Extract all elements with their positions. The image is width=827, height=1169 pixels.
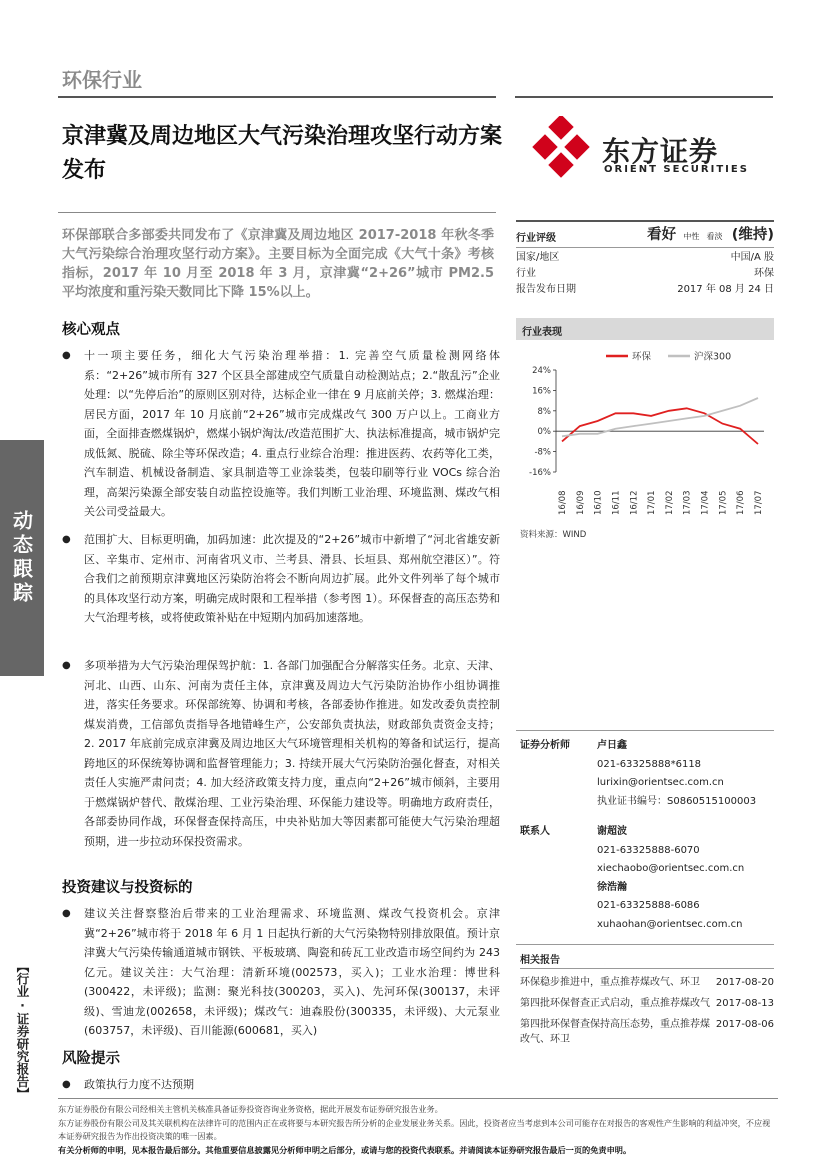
x-tick-label: 16/10 bbox=[593, 490, 604, 515]
analyst-phone: 021-63325888*6118 bbox=[597, 758, 702, 770]
divider bbox=[58, 212, 496, 213]
y-tick-label: 0% bbox=[537, 427, 551, 438]
list-item: ● 政策执行力度不达预期 bbox=[60, 1075, 500, 1095]
x-tick-label: 16/08 bbox=[558, 490, 568, 515]
analyst-label: 证券分析师 bbox=[520, 740, 570, 751]
invest-bullets bbox=[60, 904, 500, 1041]
contact-email[interactable]: xiechaobo@orientsec.com.cn bbox=[597, 863, 745, 874]
x-tick-label: 17/01 bbox=[647, 490, 658, 515]
x-tick-label: 17/05 bbox=[718, 490, 729, 515]
rating-keep: (维持) bbox=[731, 227, 774, 243]
info-row: 行业 环保 bbox=[516, 268, 774, 279]
y-tick-label: 24% bbox=[532, 366, 551, 376]
bullet-icon: ● bbox=[62, 660, 71, 671]
report-title: 京津冀及周边地区大气污染治理攻坚行动方案发布 bbox=[62, 124, 503, 183]
invest-heading: 投资建议与投资标的 bbox=[62, 880, 193, 896]
contact-name: 谢超波 bbox=[597, 826, 627, 837]
report-category-tab: 【行业·证券研究报告】 bbox=[15, 960, 30, 1100]
company-logo bbox=[528, 112, 778, 192]
industry-label: 环保行业 bbox=[62, 68, 142, 92]
disclaimer-line: 东方证券股份有限公司及其关联机构在法律许可的范围内正在或将要与本研究报告所分析的企业发展业务关系。因此，投资者应当考虑到本公司可能存在对报告的客观性产生影响的利益冲突，不应视本证券研究报告为作出投资决策的唯一因素。 bbox=[58, 1117, 771, 1142]
analyst-email[interactable]: lurixin@orientsec.com.cn bbox=[597, 777, 724, 788]
divider bbox=[516, 730, 774, 731]
disclaimer-line: 有关分析师的申明，见本报告最后部分。其他重要信息披露见分析师申明之后部分，或请与您的投资代表联系。并请阅读本证券研究报告最后一页的免责申明。 bbox=[58, 1144, 632, 1155]
bullet-icon: ● bbox=[62, 908, 71, 919]
list-item[interactable]: 第四批环保督查保持高压态势，重点推荐煤改气、环卫 2017-08-06 bbox=[520, 1019, 774, 1045]
contact-label: 联系人 bbox=[520, 826, 550, 837]
x-tick-label: 17/07 bbox=[754, 490, 764, 515]
y-tick-label: 16% bbox=[532, 386, 551, 397]
list-item: ● 建议关注督察整治后带来的工业治理需求、环境监测、煤改气投资机会。京津冀“2+26”城市将于 2018 年 6 月 1 日起执行新的大气污染物特别排放限值。预计京津冀大气污染传输通道城市钢铁、平板玻璃、陶瓷和砖瓦工业改造市场空间约为 243 亿元。建议关注：大气治理：清新环境(002573，买入)；工业水治理：博世科(300422，未评级)；监测：聚光科技(300203，买入)、先河环保(300137，未评级)、雪迪龙(002658，未评级)；煤改气：迪森股份(300335，未评级)、大元泵业(603757，未评级)、百川能源(600681，买入) bbox=[60, 904, 500, 1041]
performance-chart bbox=[516, 346, 774, 530]
divider bbox=[58, 96, 496, 98]
x-tick-label: 17/04 bbox=[700, 490, 711, 515]
contact-phone: 021-63325888-6086 bbox=[597, 900, 700, 911]
list-item: ● 十一项主要任务，细化大气污染治理举措：1. 完善空气质量检测网络体系：“2+26”城市所有 327 个区县全部建成空气质量自动检测站点；2.“散乱污”企业处理：以“先停后治”的原则区别对待，达标企业一律在 9 月底前关停；3. 燃煤治理：居民方面，2017 年 10 月底前“2+26”城市完成煤改气 300 万户以上。工商业方面，全面排查燃煤锅炉，燃煤小锅炉淘汰/改造范围扩大、执法标准提高，城市锅炉完成低氮、脱硫、除尘等环保改造；4. 重点行业综合治理：推进医药、农药等化工类，汽车制造、机械设备制造、家具制造等工业涂装类，包装印刷等行业 VOCs 综合治理，高架污染源全部安装自动监控设施等。我们判断工业治理、环境监测、煤改气相关公司受益最大。 bbox=[60, 346, 500, 522]
x-tick-label: 17/02 bbox=[664, 490, 675, 515]
core-bullets bbox=[60, 530, 500, 628]
rating-negative: 看淡 bbox=[706, 232, 723, 241]
y-tick-label: -16% bbox=[529, 468, 551, 478]
rating-row bbox=[516, 222, 774, 244]
analyst-name: 卢日鑫 bbox=[597, 740, 627, 751]
analyst-cert: 执业证书编号：S0860515100003 bbox=[597, 795, 757, 807]
info-row: 国家/地区 中国/A 股 bbox=[516, 252, 774, 263]
rating-value: 看好 bbox=[647, 227, 677, 243]
divider bbox=[520, 968, 774, 969]
rating-values bbox=[647, 223, 774, 244]
logo-text-en: ORIENT SECURITIES bbox=[604, 164, 749, 175]
report-type-tab: 动态跟踪 bbox=[0, 440, 44, 676]
x-tick-label: 17/06 bbox=[736, 490, 747, 515]
contact-email[interactable]: xuhaohan@orientsec.com.cn bbox=[597, 918, 743, 930]
x-tick-label: 17/03 bbox=[682, 490, 693, 515]
series-line bbox=[562, 408, 758, 444]
logo-mark-icon bbox=[530, 116, 594, 186]
divider bbox=[516, 944, 774, 945]
x-tick-label: 16/11 bbox=[611, 490, 622, 515]
list-item[interactable]: 第四批环保督查正式启动，重点推荐煤改气 2017-08-13 bbox=[520, 998, 774, 1009]
chart-title: 行业表现 bbox=[516, 318, 774, 340]
related-reports bbox=[520, 951, 774, 1047]
series-line bbox=[562, 398, 758, 436]
logo-text-cn: 东方证券 bbox=[602, 135, 719, 168]
x-tick-label: 16/09 bbox=[575, 490, 586, 515]
rating-neutral: 中性 bbox=[683, 232, 700, 241]
legend-label: 沪深300 bbox=[694, 351, 732, 363]
core-bullets bbox=[60, 656, 500, 851]
divider bbox=[516, 247, 774, 248]
list-item: ● 范围扩大、目标更明确，加码加速：此次提及的“2+26”城市中新增了“河北省雄安新区、辛集市、定州市、河南省巩义市、兰考县、滑县、长垣县、郑州航空港区）”。符合我们之前预期京津冀地区污染防治将会不断向周边扩展。此外文件列举了每个城市的具体攻坚行动方案，明确完成时限和工程举措（参考图 1）。环保督查的高压态势和大气治理考核，或将使政策补贴在中短期内加码加速落地。 bbox=[60, 530, 500, 628]
contact-phone: 021-63325888-6070 bbox=[597, 844, 700, 856]
x-tick-label: 16/12 bbox=[629, 490, 640, 515]
list-item[interactable]: 环保稳步推进中，重点推荐煤改气、环卫 2017-08-20 bbox=[520, 977, 774, 988]
analyst-block bbox=[520, 738, 776, 933]
risk-heading: 风险提示 bbox=[62, 1051, 120, 1067]
chart-source: 资料来源：WIND bbox=[520, 530, 587, 540]
summary-text: 环保部联合多部委共同发布了《京津冀及周边地区 2017-2018 年秋冬季大气污染综合治理攻坚行动方案》。主要目标为全面完成《大气十条》考核指标，2017 年 10 月至 2018 年 3 月，京津冀“2+26”城市 PM2.5 平均浓度和重污染天数同比下降 15%以上。 bbox=[62, 228, 494, 300]
info-row: 报告发布日期 2017 年 08 月 24 日 bbox=[516, 284, 774, 295]
risk-bullets bbox=[60, 1075, 500, 1095]
disclaimer-line: 东方证券股份有限公司经相关主管机关核准具备证券投资咨询业务资格，据此开展发布证券研究报告业务。 bbox=[58, 1104, 443, 1114]
y-tick-label: 8% bbox=[537, 406, 551, 417]
divider bbox=[515, 96, 773, 98]
core-bullets bbox=[60, 346, 500, 522]
related-heading: 相关报告 bbox=[520, 955, 560, 966]
rating-label: 行业评级 bbox=[516, 233, 556, 244]
bullet-icon: ● bbox=[62, 350, 71, 361]
y-tick-label: -8% bbox=[534, 447, 551, 458]
bullet-icon: ● bbox=[62, 534, 71, 545]
disclaimer-footer bbox=[58, 1098, 778, 1157]
bullet-icon: ● bbox=[62, 1079, 71, 1090]
list-item: ● 多项举措为大气污染治理保驾护航：1. 各部门加强配合分解落实任务。北京、天津、河北、山西、山东、河南为责任主体，京津冀及周边大气污染防治协作小组协调推进，落实任务要求。环保部统筹、协调和考核，各部委协作推进。如发改委负责控制煤炭消费，工信部负责指导各地错峰生产，公安部负责执法，财政部负责资金支持；2. 2017 年底前完成京津冀及周边地区大气环境管理相关机构的筹备和试运行，提高跨地区的环保统筹协调和监督管理能力；3. 持续开展大气污染防治强化督查，对相关责任人实施严肃问责；4. 加大经济政策支持力度，重点向“2+26”城市倾斜，主要用于燃煤锅炉替代、散煤治理、工业污染治理、环保能力建设等。明确地方政府责任，各部委协同作战，环保督查保持高压，中央补贴加大等因素都可能使大气污染治理超预期，进一步拉动环保投资需求。 bbox=[60, 656, 500, 851]
legend-label: 环保 bbox=[632, 351, 652, 363]
rating-box bbox=[516, 220, 774, 298]
contact-name: 徐浩瀚 bbox=[597, 881, 627, 893]
core-heading: 核心观点 bbox=[62, 322, 120, 338]
